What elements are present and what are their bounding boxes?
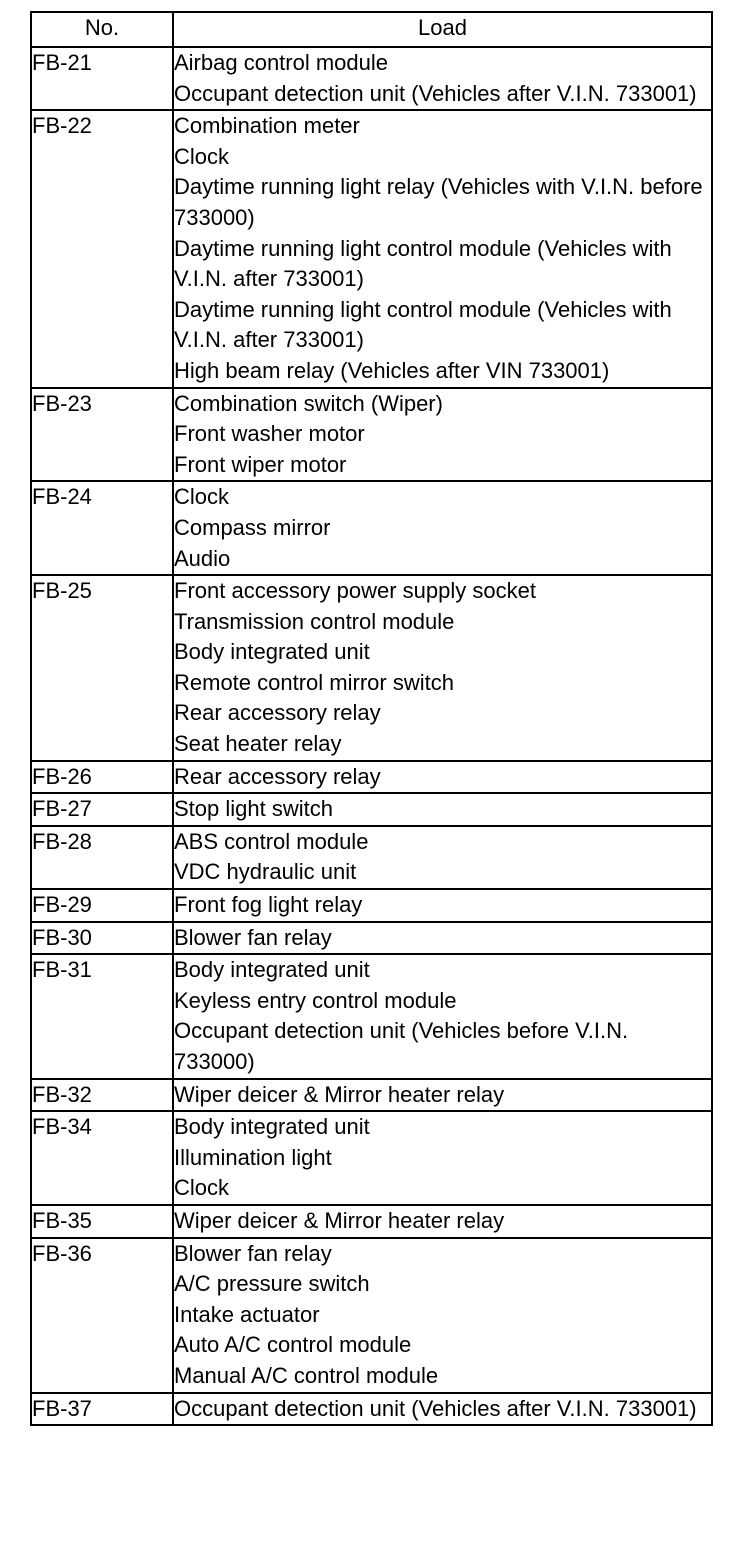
load-item: Manual A/C control module: [174, 1362, 439, 1388]
fuse-number-cell: FB-31: [31, 954, 173, 1078]
load-item: Occupant detection unit (Vehicles after V.I.N. 733001): [174, 1395, 697, 1421]
table-row: [31, 954, 712, 1078]
load-cell: [173, 481, 712, 575]
load-item: Clock: [174, 1175, 230, 1201]
load-item: VDC hydraulic unit: [174, 859, 357, 885]
table-row: [31, 889, 712, 922]
fuse-number-cell: FB-34: [31, 1111, 173, 1205]
table-row: [31, 1393, 712, 1426]
load-item: Rear accessory relay: [174, 700, 381, 726]
load-item: Body integrated unit: [174, 1114, 370, 1140]
fuse-number-cell: FB-25: [31, 575, 173, 761]
fuse-number-cell: FB-22: [31, 110, 173, 387]
load-cell: [173, 1393, 712, 1426]
load-item: Front washer motor: [174, 421, 365, 447]
fuse-number-cell: FB-21: [31, 47, 173, 110]
table-row: [31, 481, 712, 575]
load-item: Occupant detection unit (Vehicles before V.I.N. 733000): [174, 1018, 629, 1074]
table-row: [31, 575, 712, 761]
load-item: High beam relay (Vehicles after VIN 733001): [174, 357, 610, 383]
load-item: Seat heater relay: [174, 731, 342, 757]
load-item: Occupant detection unit (Vehicles after V.I.N. 733001): [174, 80, 697, 106]
fuse-number-cell: FB-37: [31, 1393, 173, 1426]
load-item: Clock: [174, 484, 230, 510]
load-item: Blower fan relay: [174, 924, 332, 950]
header-load: Load: [173, 12, 712, 47]
load-cell: [173, 388, 712, 482]
fuse-number-cell: FB-35: [31, 1205, 173, 1238]
load-item: Keyless entry control module: [174, 987, 457, 1013]
load-item: Rear accessory relay: [174, 763, 381, 789]
table-row: [31, 1111, 712, 1205]
table-row: [31, 110, 712, 387]
fuse-number-cell: FB-29: [31, 889, 173, 922]
load-cell: [173, 110, 712, 387]
load-item: Clock: [174, 143, 230, 169]
table-body: [31, 47, 712, 1425]
fuse-number-cell: FB-28: [31, 826, 173, 889]
load-item: Illumination light: [174, 1144, 332, 1170]
load-item: Front wiper motor: [174, 451, 347, 477]
table-header-row: [31, 12, 712, 47]
table-row: [31, 388, 712, 482]
load-cell: [173, 1079, 712, 1112]
load-cell: [173, 1205, 712, 1238]
load-item: Front fog light relay: [174, 892, 363, 918]
table-row: [31, 793, 712, 826]
fuse-number-cell: FB-23: [31, 388, 173, 482]
load-cell: [173, 889, 712, 922]
load-item: Intake actuator: [174, 1301, 320, 1327]
load-item: Stop light switch: [174, 796, 333, 822]
load-item: A/C pressure switch: [174, 1271, 370, 1297]
fuse-number-cell: FB-27: [31, 793, 173, 826]
load-item: Audio: [174, 545, 231, 571]
table-row: [31, 1079, 712, 1112]
load-cell: [173, 793, 712, 826]
fuse-number-cell: FB-24: [31, 481, 173, 575]
table-row: [31, 761, 712, 794]
table-row: [31, 1238, 712, 1393]
load-cell: [173, 954, 712, 1078]
fuse-load-table: [30, 11, 713, 1426]
load-item: Daytime running light control module (Vehicles with V.I.N. after 733001): [174, 235, 672, 292]
load-item: Transmission control module: [174, 608, 455, 634]
load-cell: [173, 47, 712, 110]
table-row: [31, 47, 712, 110]
load-item: Airbag control module: [174, 50, 389, 75]
load-item: Daytime running light control module (Vehicles with V.I.N. after 733001): [174, 296, 672, 353]
load-cell: [173, 761, 712, 794]
load-cell: [173, 826, 712, 889]
load-item: Front accessory power supply socket: [174, 578, 536, 604]
load-item: Blower fan relay: [174, 1240, 332, 1266]
load-item: Combination meter: [174, 113, 360, 139]
fuse-number-cell: FB-32: [31, 1079, 173, 1112]
load-item: Wiper deicer & Mirror heater relay: [174, 1207, 505, 1233]
table-row: [31, 922, 712, 955]
load-cell: [173, 922, 712, 955]
fuse-number-cell: FB-26: [31, 761, 173, 794]
table-row: [31, 826, 712, 889]
load-item: Daytime running light relay (Vehicles with V.I.N. before 733000): [174, 174, 703, 230]
load-item: Compass mirror: [174, 514, 331, 540]
load-cell: [173, 575, 712, 761]
load-item: ABS control module: [174, 828, 369, 854]
header-no: No.: [31, 12, 173, 47]
table-row: [31, 1205, 712, 1238]
load-item: Combination switch (Wiper): [174, 390, 443, 416]
load-item: Body integrated unit: [174, 957, 370, 983]
load-item: Auto A/C control module: [174, 1332, 412, 1358]
load-item: Body integrated unit: [174, 639, 370, 665]
load-cell: [173, 1111, 712, 1205]
load-item: Remote control mirror switch: [174, 669, 454, 695]
load-cell: [173, 1238, 712, 1393]
fuse-number-cell: FB-30: [31, 922, 173, 955]
load-item: Wiper deicer & Mirror heater relay: [174, 1081, 505, 1107]
fuse-number-cell: FB-36: [31, 1238, 173, 1393]
